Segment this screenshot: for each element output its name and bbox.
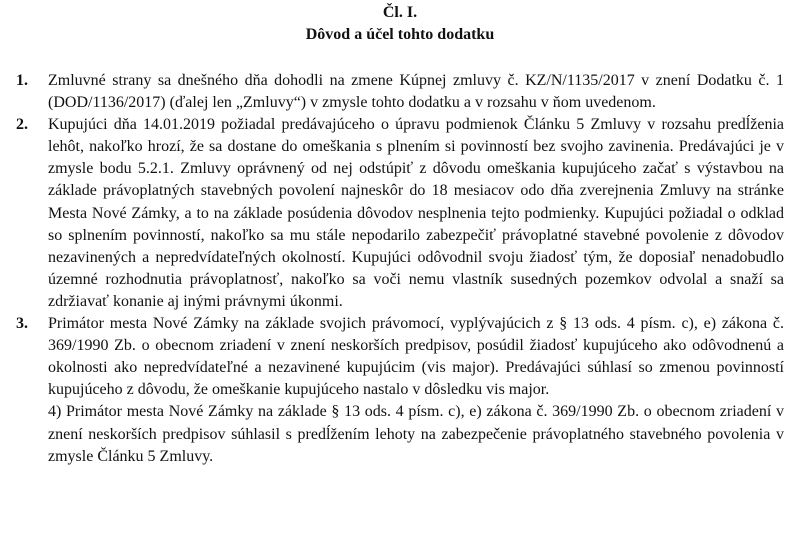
list-item bbox=[16, 70, 784, 114]
list-item bbox=[16, 114, 784, 313]
item-body bbox=[48, 313, 784, 468]
item-number: 3. bbox=[16, 315, 28, 333]
item-body bbox=[48, 114, 784, 313]
item-paragraph: Primátor mesta Nové Zámky na základe svojich právomocí, vyplývajúcich z § 13 ods. 4 písm. c), e) zákona č. 369/1990 Zb. o obecnom zriadení v znení neskorších predpisov, posúdil žiadosť kupujúceho ako odôvodnenú a okolnosti ako nepredvídateľné a nezavinené kupujúcim (vis major). Predávajúci súhlasí so zmenou povinností kupujúceho z dôvodu, že omeškanie kupujúceho nastalo v dôsledku vis major. bbox=[48, 315, 784, 399]
item-paragraph: Kupujúci dňa 14.01.2019 požiadal predávajúceho o úpravu podmienok Článku 5 Zmluvy v rozsahu predĺženia lehôt, nakoľko hrozí, že sa dostane do omeškania s plnením si povinností bez svojho zavinenia. Predávajúci je v zmysle bodu 5.2.1. Zmluvy oprávnený od nej odstúpiť z dôvodu omeškania kupujúceho začať s výstavbou na základe právoplatných stavebných povolení najneskôr do 18 mesiacov odo dňa zverejnenia Zmluvy na stránke Mesta Nové Zámky, a to na základe posúdenia dôvodov nesplnenia tejto podmienky. Kupujúci požiadal o odklad so splnením povinností, nakoľko sa mu stále nepodarilo zabezpečiť právoplatné stavebné povolenie z dôvodov nezavinených a nepredvídateľných okolností. Kupujúci odôvodnil svoju žiadosť tým, že doposiaľ nenadobudlo územné rozhodnutia právoplatnosť, nakoľko sa voči nemu vlastník susedných pozemkov odvolal a snaží sa zdržiavať konanie aj inými právnymi úkonmi. bbox=[48, 116, 784, 310]
numbered-list bbox=[16, 70, 784, 468]
article-subtitle: Dôvod a účel tohto dodatku bbox=[305, 26, 495, 43]
item-number: 1. bbox=[16, 72, 28, 89]
article-title: Čl. I. bbox=[382, 4, 418, 21]
item-subparagraph: 4) Primátor mesta Nové Zámky na základe § 13 ods. 4 písm. c), e) zákona č. 369/1990 Zb. o obecnom zriadení v znení neskorších predpisov súhlasil s predĺžením lehoty na zabezpečenie právoplatného stavebného povolenia v zmysle Článku 5 Zmluvy. bbox=[48, 403, 784, 465]
item-paragraph: Zmluvné strany sa dnešného dňa dohodli na zmene Kúpnej zmluvy č. KZ/N/1135/2017 v znení Dodatku č. 1 (DOD/1136/2017) (ďalej len „Zmluvy“) v zmysle tohto dodatku a v rozsahu v ňom uvedenom. bbox=[48, 72, 784, 112]
item-body bbox=[48, 70, 784, 114]
item-number: 2. bbox=[16, 116, 28, 134]
list-item bbox=[16, 313, 784, 468]
